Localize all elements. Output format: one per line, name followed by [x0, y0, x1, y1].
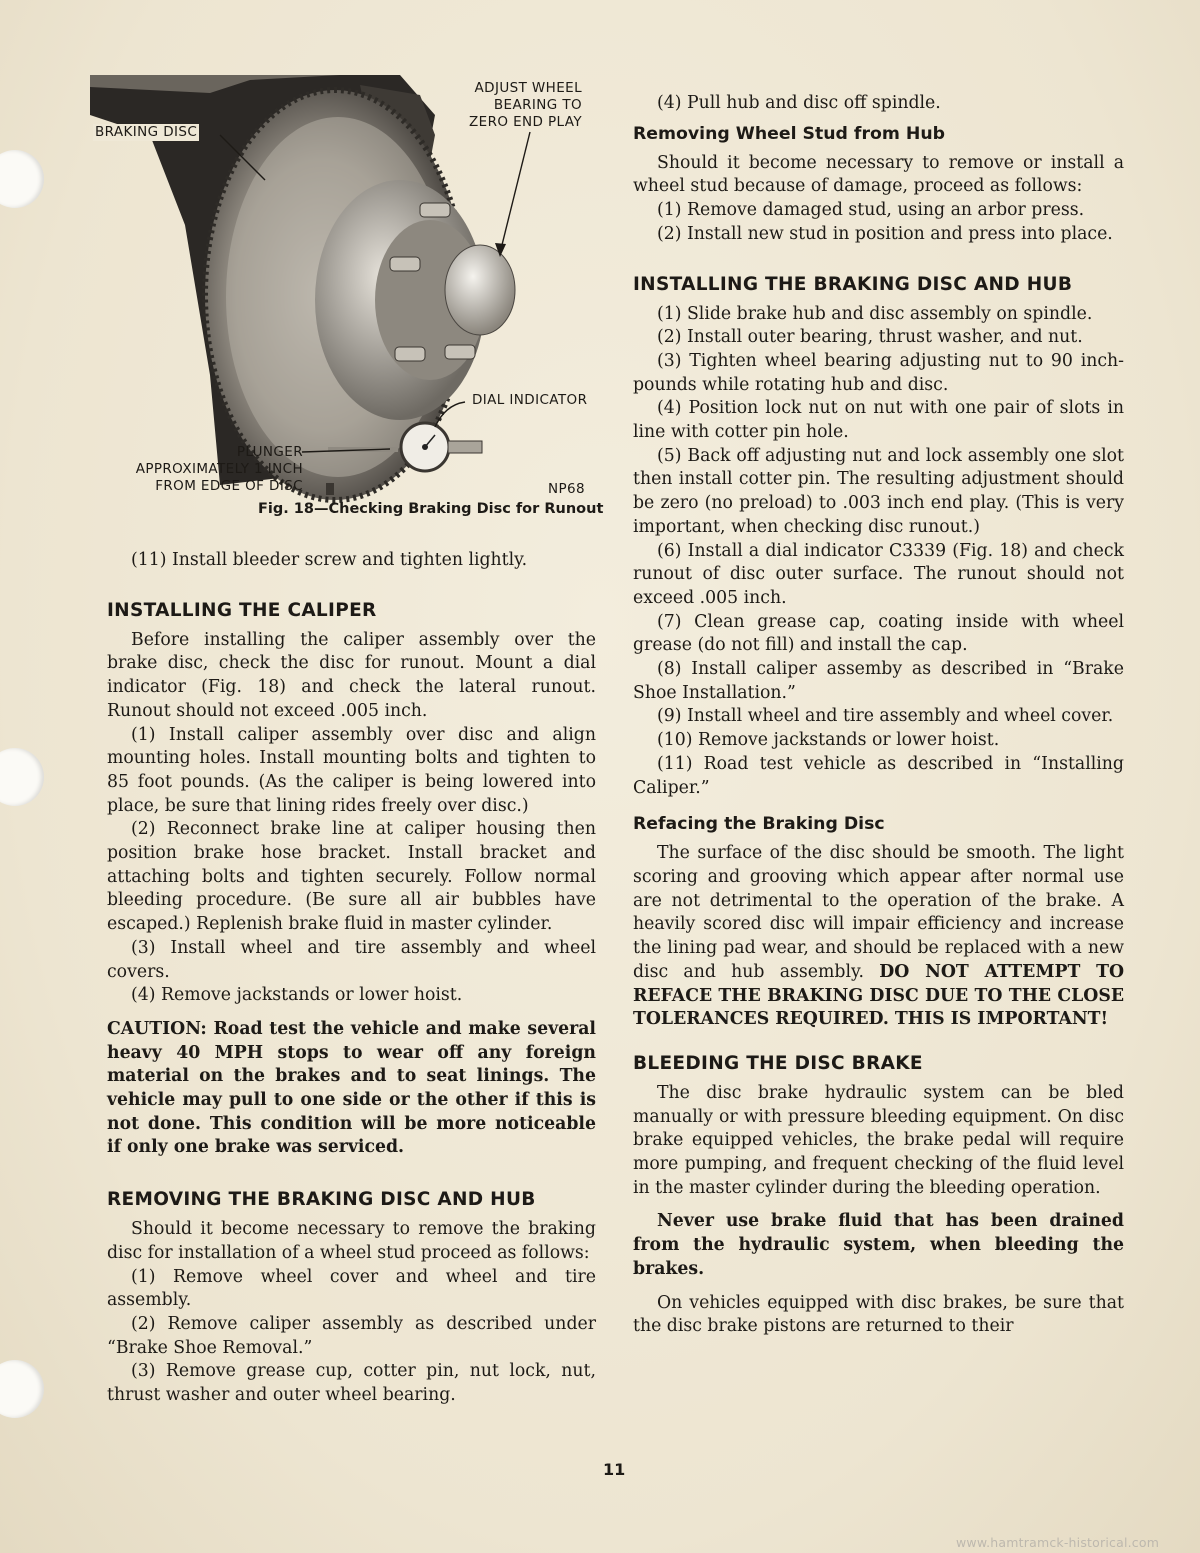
caliper-step-3: (3) Install wheel and tire assembly and wheel covers.	[107, 937, 596, 982]
removing-step-3: (3) Remove grease cup, cotter pin, nut lock, nut, thrust washer and outer wheel bearing.	[107, 1361, 596, 1406]
figure-18	[90, 75, 610, 525]
refacing-body: The surface of the disc should be smooth. The light scoring and grooving which appear after normal use are not detrimental to the operation of the brake. A heavily scored disc will impair efficiency and increase the lining pad wear, and should be replaced with a new disc and hub assembly.	[633, 843, 1124, 982]
left-column	[107, 549, 596, 1408]
bleeding-text: The disc brake hydraulic system can be bled manually or with pressure bleeding equipment. On disc brake equipped vehicles, the brake pedal will require more pumping, and frequent checking of the fluid level in the master cylinder during the bleeding operation.	[633, 1082, 1124, 1198]
binder-hole-top	[0, 150, 44, 208]
removing-intro: Should it become necessary to remove the braking disc for installation of a wheel stud proceed as follows:	[107, 1219, 596, 1263]
stud-intro: Should it become necessary to remove or install a wheel stud because of damage, proceed as follows:	[633, 152, 1124, 197]
heading-removing-disc-hub: REMOVING THE BRAKING DISC AND HUB	[107, 1189, 536, 1211]
refacing-text	[633, 842, 1124, 1032]
install-step-4: (4) Position lock nut on nut with one pair of slots in line with cotter pin hole.	[633, 398, 1124, 443]
stud-step-2: (2) Install new stud in position and press into place.	[657, 223, 1113, 244]
caliper-step-1: (1) Install caliper assembly over disc and align mounting holes. Install mounting bolts and tighten to 85 foot pounds. (As the caliper is being lowered into place, be sure that lining rides freely over disc.)	[107, 724, 596, 816]
install-step-11: (11) Road test vehicle as described in “Installing Caliper.”	[633, 753, 1124, 798]
label-figure-code: NP68	[548, 481, 586, 497]
install-step-9: (9) Install wheel and tire assembly and wheel cover.	[657, 706, 1114, 727]
removing-step-1: (1) Remove wheel cover and wheel and tire assembly.	[107, 1266, 596, 1311]
label-braking-disc: BRAKING DISC	[95, 124, 198, 140]
refacing-warning: DO NOT ATTEMPT TO REFACE THE BRAKING DISC DUE TO THE CLOSE TOLERANCES REQUIRED. THIS IS IMPORTANT!	[633, 961, 1125, 1030]
caliper-step-4: (4) Remove jackstands or lower hoist.	[131, 985, 463, 1006]
heading-removing-wheel-stud: Removing Wheel Stud from Hub	[633, 123, 945, 144]
binder-hole-middle	[0, 748, 44, 806]
heading-installing-caliper: INSTALLING THE CALIPER	[107, 599, 377, 621]
stud-step-1: (1) Remove damaged stud, using an arbor press.	[657, 200, 1085, 221]
install-step-6: (6) Install a dial indicator C3339 (Fig. 18) and check runout of disc outer surface. The runout should not exceed .005 inch.	[633, 540, 1124, 608]
label-dial-indicator: DIAL INDICATOR	[472, 392, 588, 408]
label-adjust-wheel-bearing: ADJUST WHEEL BEARING TO ZERO END PLAY	[469, 80, 582, 130]
install-step-2: (2) Install outer bearing, thrust washer, and nut.	[657, 327, 1083, 348]
removing-step-4: (4) Pull hub and disc off spindle.	[657, 93, 941, 113]
bleeding-continued: On vehicles equipped with disc brakes, be sure that the disc brake pistons are returned to their	[633, 1292, 1124, 1337]
binder-hole-bottom	[0, 1360, 44, 1418]
page-number: 11	[603, 1460, 626, 1479]
heading-installing-disc-hub: INSTALLING THE BRAKING DISC AND HUB	[633, 273, 1073, 295]
step-11-bleeder: (11) Install bleeder screw and tighten lightly.	[131, 550, 528, 570]
caliper-step-2: (2) Reconnect brake line at caliper housing then position brake hose bracket. Install bracket and attaching bolts and tighten securely. Follow normal bleeding procedure. (Be sure all air bubbles have escaped.) Replenish brake fluid in master cylinder.	[107, 819, 596, 935]
caution-note: CAUTION: Road test the vehicle and make several heavy 40 MPH stops to wear off any foreign material on the brakes and to seat linings. The vehicle may pull to one side or the other if this is not done. This condition will be more noticeable if only one brake was serviced.	[107, 1018, 596, 1158]
heading-refacing-disc: Refacing the Braking Disc	[633, 814, 885, 835]
watermark: www.hamtramck-historical.com	[956, 1535, 1160, 1550]
install-step-8: (8) Install caliper assemby as described in “Brake Shoe Installation.”	[633, 659, 1124, 703]
bleeding-warning: Never use brake fluid that has been drained from the hydraulic system, when bleeding the brakes.	[633, 1211, 1124, 1279]
figure-caption: Fig. 18—Checking Braking Disc for Runout	[258, 501, 604, 517]
install-step-3: (3) Tighten wheel bearing adjusting nut to 90 inch-pounds while rotating hub and disc.	[633, 350, 1124, 395]
label-plunger: PLUNGER APPROXIMATELY 1 INCH FROM EDGE OF DISC	[135, 444, 303, 494]
install-step-10: (10) Remove jackstands or lower hoist.	[657, 730, 1000, 751]
install-step-1: (1) Slide brake hub and disc assembly on spindle.	[657, 303, 1093, 324]
right-column	[633, 92, 1124, 1339]
caliper-intro: Before installing the caliper assembly over the brake disc, check the disc for runout. Mount a dial indicator (Fig. 18) and check the lateral runout. Runout should not exceed .005 inch.	[107, 629, 596, 721]
removing-step-2: (2) Remove caliper assembly as described under “Brake Shoe Removal.”	[107, 1313, 596, 1358]
heading-bleeding-disc-brake: BLEEDING THE DISC BRAKE	[633, 1052, 923, 1074]
install-step-7: (7) Clean grease cap, coating inside with wheel grease (do not fill) and install the cap.	[633, 611, 1124, 656]
install-step-5: (5) Back off adjusting nut and lock assembly one slot then install cotter pin. The resulting adjustment should be zero (no preload) to .003 inch end play. (This is very important, when checking disc runout.)	[633, 445, 1124, 537]
